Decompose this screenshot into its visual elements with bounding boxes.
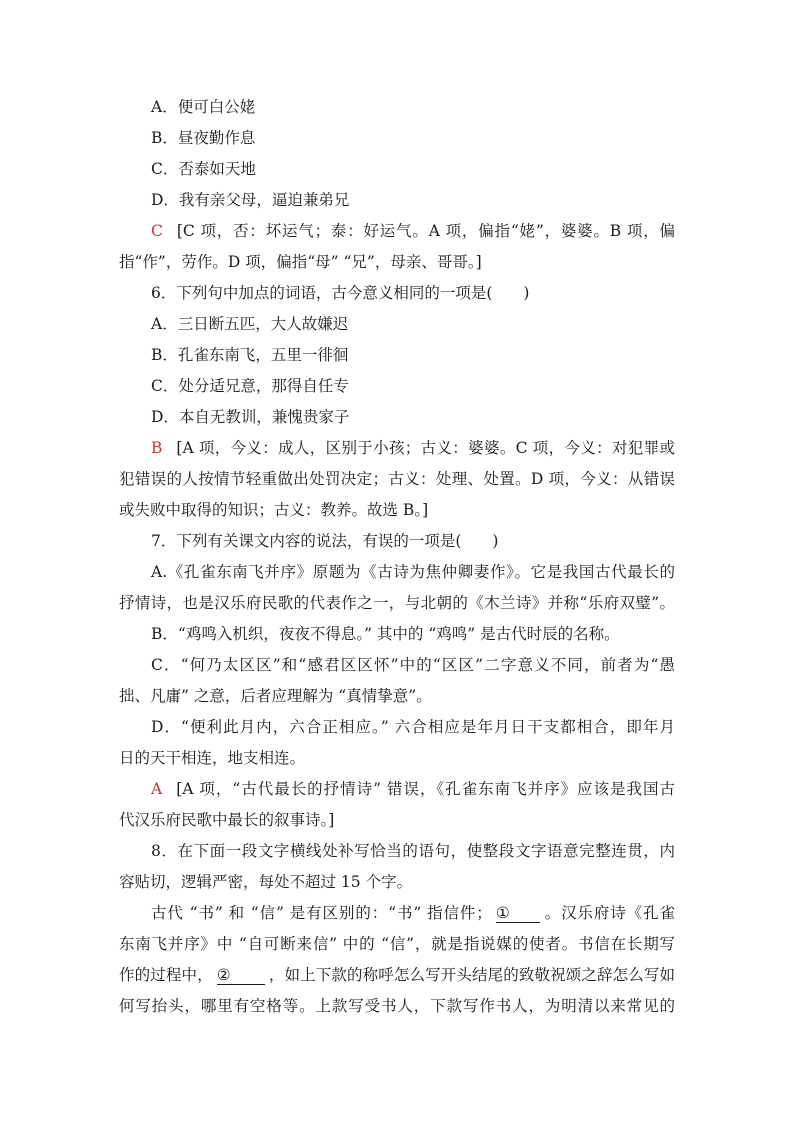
q7-stem: 7．下列有关课文内容的说法，有误的一项是( ) <box>151 532 499 550</box>
q5-answer: C <box>151 222 163 240</box>
q5-option-c: C．否泰如天地 <box>151 160 256 178</box>
q6-option-b: B．孔雀东南飞，五里一徘徊 <box>151 346 349 364</box>
q5-option-a: A．便可白公姥 <box>151 98 256 116</box>
q5-explanation-line-1: C [C 项，否：坏运气；泰：好运气。A 项，偏指“姥”，婆婆。B 项，偏 <box>151 222 675 240</box>
fill-blank-2[interactable]: ② <box>217 966 265 985</box>
q7-option-d-line-1: D．“便利此月内，六合正相应。” 六合相应是年月日干支都相合，即年月 <box>151 718 675 736</box>
q7-answer: A <box>151 780 163 798</box>
q6-explanation-line-3: 或失败中取得的知识；古义：教养。故选 B。] <box>119 501 429 519</box>
q5-option-b: B．昼夜勤作息 <box>151 129 256 147</box>
q6-option-c: C．处分适兄意，那得自任专 <box>151 377 349 395</box>
q6-stem: 6．下列句中加点的词语，古今意义相同的一项是( ) <box>151 284 530 302</box>
q8-passage-line-4: 何写抬头，哪里有空格等。上款写受书人，下款写作书人，为明清以来常见的 <box>119 997 675 1015</box>
q6-explanation-line-1: B [A 项，今义：成人，区别于小孩；古义：婆婆。C 项，今义：对犯罪或 <box>151 439 675 457</box>
q7-option-d-line-2: 日的天干相连，地支相连。 <box>119 749 306 767</box>
q7-explanation-line-1: A [A 项，“古代最长的抒情诗” 错误，《孔雀东南飞并序》应该是我国古 <box>151 780 675 798</box>
q6-explanation-line-2: 犯错误的人按情节轻重做出处罚决定；古义：处理、处置。D 项，今义：从错误 <box>119 470 675 488</box>
q5-explanation-line-2: 指“作”，劳作。D 项，偏指“母” “兄”，母亲、哥哥。] <box>119 253 482 271</box>
q6-option-a: A．三日断五匹，大人故嫌迟 <box>151 315 349 333</box>
q7-option-a-line-1: A.《孔雀东南飞并序》原题为《古诗为焦仲卿妻作》。它是我国古代最长的 <box>151 563 675 581</box>
q8-passage-line-1: 古代 “书” 和 “信” 是有区别的：“书” 指信件； ① 。汉乐府诗《孔雀 <box>151 904 675 922</box>
q6-option-d: D．本自无教训，兼愧贵家子 <box>151 408 350 426</box>
q8-stem-line-1: 8．在下面一段文字横线处补写恰当的语句，使整段文字语意完整连贯，内 <box>151 842 675 860</box>
document-page <box>119 92 675 1022</box>
q7-option-b: B．“鸡鸣入机织，夜夜不得息。” 其中的 “鸡鸣” 是古代时辰的名称。 <box>151 625 620 643</box>
q7-option-c-line-1: C．“何乃太区区”和“感君区区怀”中的“区区”二字意义不同，前者为“愚 <box>151 656 675 674</box>
q8-stem-line-2: 容贴切，逻辑严密，每处不超过 15 个字。 <box>119 873 413 891</box>
q7-option-a-line-2: 抒情诗，也是汉乐府民歌的代表作之一，与北朝的《木兰诗》并称“乐府双璧”。 <box>119 594 675 612</box>
q8-passage-line-3: 作的过程中， ② ，如上下款的称呼怎么写开头结尾的致敬祝颂之辞怎么写如 <box>119 966 675 984</box>
q7-option-c-line-2: 拙、凡庸” 之意，后者应理解为 “真情挚意”。 <box>119 687 432 705</box>
q8-passage-line-2: 东南飞并序》中 “自可断来信” 中的 “信”，就是指说媒的使者。书信在长期写 <box>119 935 675 953</box>
q5-option-d: D．我有亲父母，逼迫兼弟兄 <box>151 191 350 209</box>
fill-blank-1[interactable]: ① <box>496 904 540 923</box>
q7-explanation-line-2: 代汉乐府民歌中最长的叙事诗。] <box>119 811 335 829</box>
q6-answer: B <box>151 439 163 457</box>
